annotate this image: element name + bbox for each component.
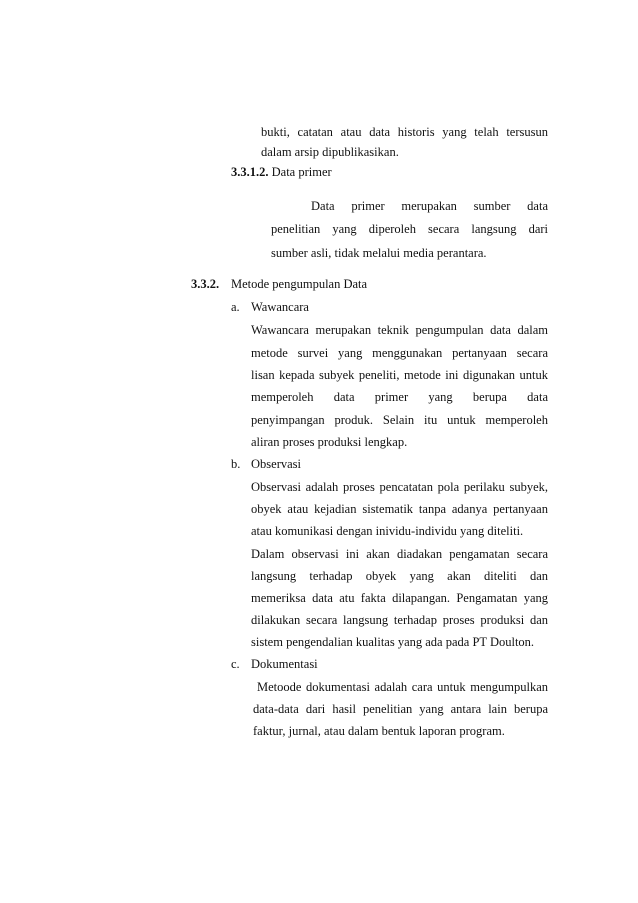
paragraph-line: data-data dari hasil penelitian yang antara lain berupa (253, 702, 548, 716)
paragraph-line: faktur, jurnal, atau dalam bentuk laporan program. (253, 724, 505, 738)
paragraph-line: langsung terhadap obyek yang akan diteliti dan (251, 569, 548, 583)
subsection-number: 3.3.1.2. (231, 165, 269, 179)
list-item-title: Wawancara (251, 300, 309, 314)
paragraph-line: obyek atau kejadian sistematik tanpa adanya pertanyaan (251, 502, 548, 516)
paragraph-line: Data primer merupakan sumber data (311, 199, 548, 213)
subsection-heading (231, 164, 332, 180)
list-item-letter: a. (231, 300, 240, 314)
section-number: 3.3.2. (191, 277, 220, 291)
paragraph-line: atau komunikasi dengan inividu-individu yang diteliti. (251, 524, 524, 538)
paragraph-line: Wawancara merupakan teknik pengumpulan data dalam (251, 323, 548, 337)
list-item-title: Dokumentasi (251, 657, 318, 671)
paragraph-line: Dalam observasi ini akan diadakan pengamatan secara (251, 547, 548, 561)
paragraph-line: sumber asli, tidak melalui media perantara. (271, 246, 487, 260)
list-item-title: Observasi (251, 457, 301, 471)
paragraph-line: Observasi adalah proses pencatatan pola perilaku subyek, (251, 480, 548, 494)
paragraph-line: aliran proses produksi lengkap. (251, 435, 408, 449)
section-title: Metode pengumpulan Data (231, 277, 368, 291)
paragraph-line: penelitian yang diperoleh secara langsung dari (271, 222, 548, 236)
paragraph-line: bukti, catatan atau data historis yang telah tersusun (261, 125, 548, 139)
list-item-letter: b. (231, 457, 241, 471)
list-item-letter: c. (231, 657, 240, 671)
paragraph-line: sistem pengendalian kualitas yang ada pada PT Doulton. (251, 635, 535, 649)
subsection-title: Data primer (271, 165, 332, 179)
paragraph-line: metode survei yang menggunakan pertanyaan secara (251, 346, 548, 360)
paragraph-line: dalam arsip dipublikasikan. (261, 145, 399, 159)
paragraph-line: penyimpangan produk. Selain itu untuk memperoleh (251, 413, 548, 427)
paragraph-line: dilakukan secara langsung terhadap proses produksi dan (251, 613, 548, 627)
paragraph-line: memeriksa data atu fakta dilapangan. Pengamatan yang (251, 591, 548, 605)
paragraph-line: lisan kepada subyek peneliti, metode ini digunakan untuk (251, 368, 548, 382)
paragraph-line: Metoode dokumentasi adalah cara untuk mengumpulkan (257, 680, 548, 694)
paragraph-line: memperoleh data primer yang berupa data (251, 390, 548, 404)
